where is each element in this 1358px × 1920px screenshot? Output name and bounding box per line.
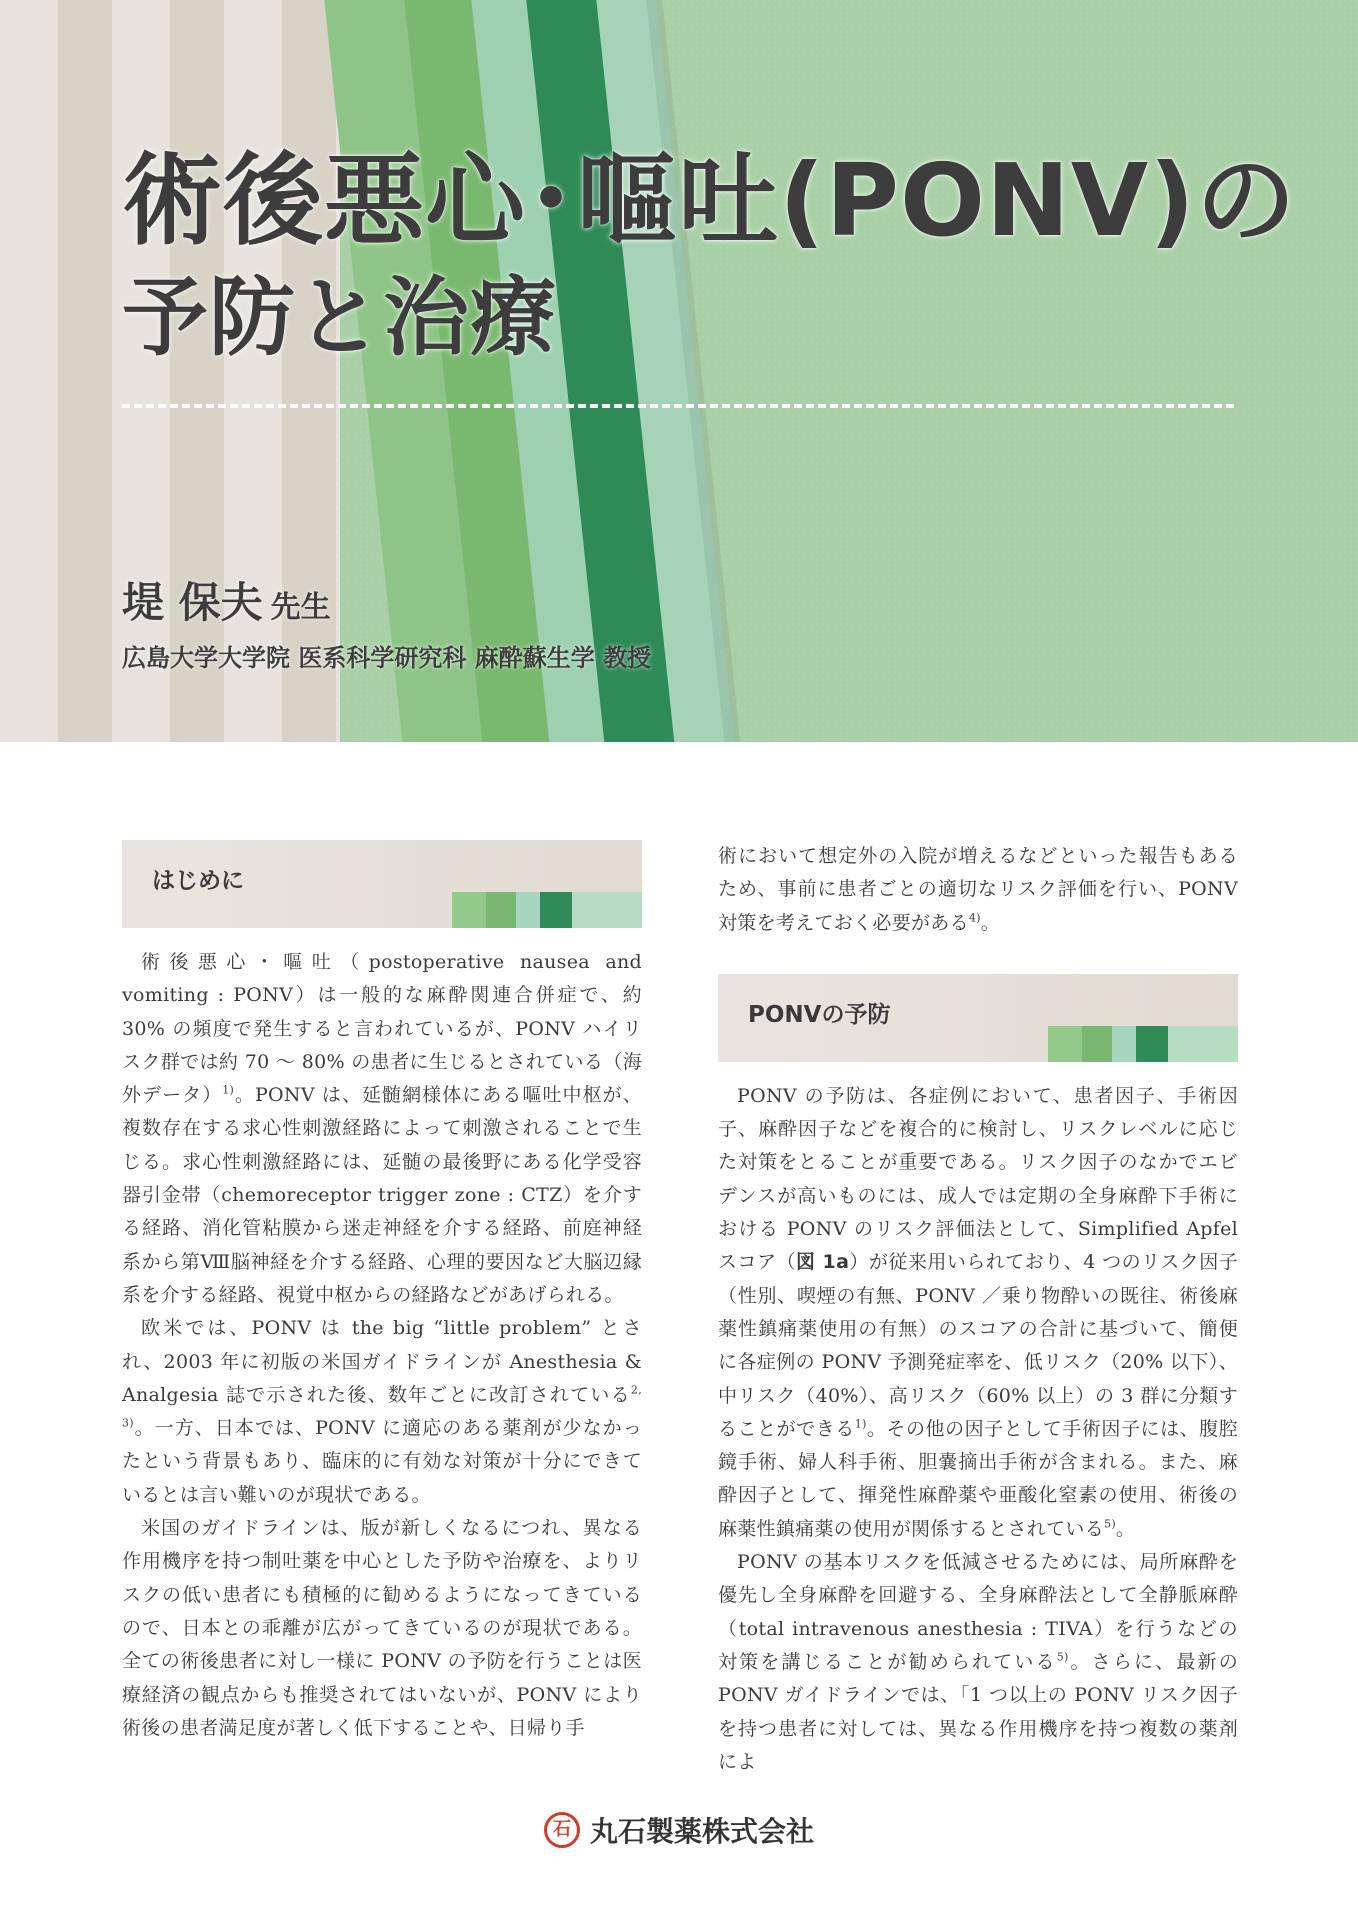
footer bbox=[0, 1810, 1358, 1850]
reference-marker: 2, 3) bbox=[122, 1383, 642, 1430]
paragraph: 米国のガイドラインは、版が新しくなるにつれ、異なる作用機序を持つ制吐薬を中心とした予防や治療を、よりリスクの低い患者にも積極的に勧めるようになってきているので、日本との乖離が広がってきているのが現状である。全ての術後患者に対し一様に PONV の予防を行うことは医療経済の観点からも推奨されてはいないが、PONV により術後の患者満足度が著しく低下することや、日帰り手 bbox=[122, 1517, 642, 1739]
paragraph-continued: 術において想定外の入院が増えるなどといった報告もあるため、事前に患者ごとの適切なリスク評価を行い、PONV 対策を考えておく必要がある$^{4)}$。 bbox=[718, 845, 1238, 934]
company-logo: 石 bbox=[544, 1812, 580, 1848]
figure-reference: 図 1a bbox=[795, 1251, 850, 1274]
heading-decoration bbox=[1112, 1026, 1136, 1062]
section-heading-text: はじめに bbox=[152, 868, 244, 894]
author-honorific: 先生 bbox=[270, 590, 331, 625]
heading-decoration bbox=[516, 892, 540, 928]
title-line-2: 予防と治療 bbox=[122, 268, 557, 368]
heading-decoration bbox=[540, 892, 572, 928]
paragraph: 欧米では、PONV は the big “little problem” とされ、2003 年に初版の米国ガイドラインが Anesthesia & Analgesia 誌で示された後、数年ごとに改訂されている$^{2, 3)}$。一方、日本では、PONV に適応のある薬剤が少なかったという背景もあり、臨床的に有効な対策が十分にできているとは言い難いのが現状である。 bbox=[122, 1317, 642, 1506]
heading-decoration bbox=[452, 892, 486, 928]
company-name: 丸石製薬株式会社 bbox=[589, 1815, 814, 1848]
dashed-divider bbox=[122, 404, 1234, 408]
paragraph: PONV の基本リスクを低減させるためには、局所麻酔を優先し全身麻酔を回避する、全身麻酔法として全静脈麻酔（total intravenous anesthesia : TIVA）を行うなどの対策を講じることが勧められている$^{5)}$。さらに、最新の PONV ガイドラインでは、「1 つ以上の PONV リスク因子を持つ患者に対しては、異なる作用機序を持つ複数の薬剤によ bbox=[718, 1551, 1238, 1773]
reference-marker: 1) bbox=[854, 1417, 867, 1431]
section-heading-ponv-prevention bbox=[718, 974, 1238, 1062]
heading-decoration bbox=[572, 892, 642, 928]
heading-decoration bbox=[1082, 1026, 1112, 1062]
heading-decoration bbox=[1136, 1026, 1168, 1062]
left-column bbox=[122, 840, 642, 1745]
paragraph: PONV の予防は、各症例において、患者因子、手術因子、麻酔因子などを複合的に検討し、リスクレベルに応じた対策をとることが重要である。リスク因子のなかでエビデンスが高いものには、成人では定期の全身麻酔下手術における PONV のリスク評価法として、Simplified Apfel スコア（図 1a）が従来用いられており、4 つのリスク因子（性別、喫煙の有無、PONV ／乗り物酔いの既往、術後麻薬性鎮痛薬使用の有無）のスコアの合計に基づいて、簡便に各症例の PONV 予測発症率を、低リスク（20% 以下）、中リスク（40%）、高リスク（60% 以上）の 3 群に分類することができる$^{1)}$。その他の因子として手術因子には、腹腔鏡手術、婦人科手術、胆嚢摘出手術が含まれる。また、麻酔因子として、揮発性麻酔薬や亜酸化窒素の使用、術後の麻薬性鎮痛薬の使用が関係するとされている$^{5)}$。 bbox=[718, 1084, 1238, 1540]
title-line-1: 術後悪心･嘔吐(PONV)の bbox=[122, 142, 1297, 259]
reference-marker: 5) bbox=[1104, 1517, 1116, 1531]
right-column bbox=[718, 840, 1238, 1779]
author bbox=[122, 570, 331, 630]
section-heading-introduction bbox=[122, 840, 642, 928]
author-name: 堤 保夫 bbox=[122, 578, 263, 627]
heading-decoration bbox=[1168, 1026, 1238, 1062]
heading-decoration bbox=[486, 892, 516, 928]
paragraph: 術後悪心・嘔吐（postoperative nausea and vomiting : PONV）は一般的な麻酔関連合併症で、約 30% の頻度で発生すると言われているが、PONV ハイリスク群では約 70 ～ 80% の患者に生じるとされている（海外データ）$^{1)}$。PONV は、延髄網様体にある嘔吐中枢が、複数存在する求心性刺激経路によって刺激されることで生じる。求心性刺激経路には、延髄の最後野にある化学受容器引金帯（chemoreceptor trigger zone : CTZ）を介する経路、消化管粘膜から迷走神経を介する経路、前庭神経系から第Ⅷ脳神経を介する経路、心理的要因など大脳辺縁系を介する経路、視覚中枢からの経路などがあげられる。 bbox=[122, 951, 642, 1306]
author-affiliation: 広島大学大学院 医系科学研究科 麻酔蘇生学 教授 bbox=[122, 644, 652, 672]
reference-marker: 5) bbox=[1056, 1650, 1069, 1664]
heading-decoration bbox=[1048, 1026, 1082, 1062]
reference-marker: 1) bbox=[222, 1083, 235, 1097]
header-banner bbox=[0, 0, 1358, 742]
reference-marker: 4) bbox=[968, 911, 981, 925]
section-heading-text: PONVの予防 bbox=[748, 1001, 891, 1028]
